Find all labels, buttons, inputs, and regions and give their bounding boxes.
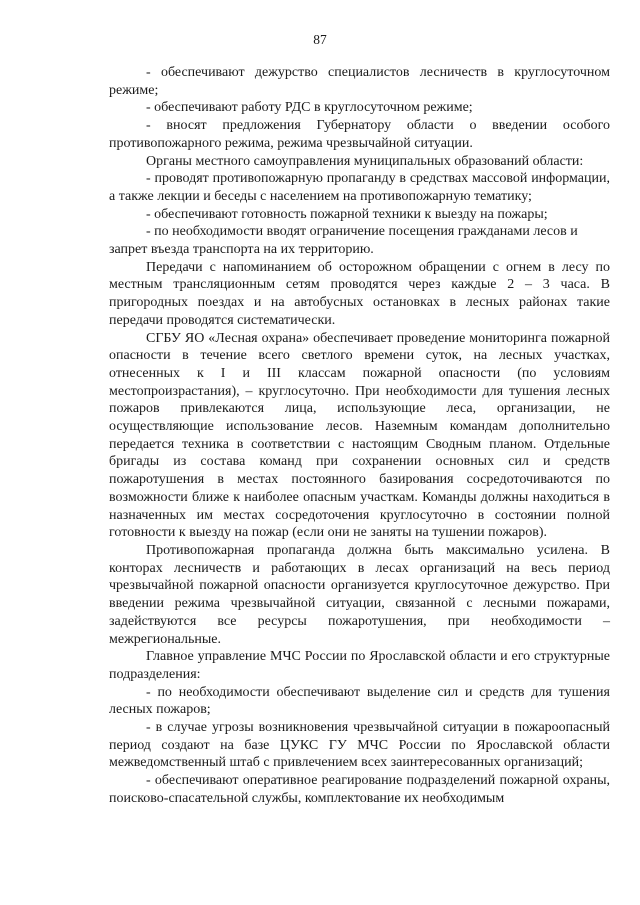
page-number: 87 [313, 32, 327, 47]
paragraph: запрет въезда транспорта на их территорию. [109, 242, 374, 258]
paragraph: СГБУ ЯО «Лесная охрана» обеспечивает проведение мониторинга пожарной опасности в течение всего светлого времени суток, на лесных участках, отнесенных к I и III классам пожарной опасности (по условиям местопроизрастания), – круглосуточно. При необходимости для тушения лесных пожаров привлекаются лица, использующие леса, организации, не осуществляющие использование лесов. Наземным командам дополнительно передается техника в соответствии с настоящим Сводным планом. Отдельные бригады из состава команд при сохранении основных сил и средств пожаротушения в местах постоянного базирования сосредоточиваются по возможности ближе к наиболее опасным участкам. Команды должны находиться в назначенных им местах сосредоточения круглосуточно в состоянии полной готовности к выезду на пожар (если они не заняты на тушении пожаров). [109, 330, 610, 541]
paragraph: - обеспечивают готовность пожарной техники к выезду на пожары; [146, 206, 548, 222]
paragraph: - вносят предложения Губернатору области о введении особого противопожарного режима, режима чрезвычайной ситуации. [109, 118, 610, 151]
paragraph: Противопожарная пропаганда должна быть максимально усилена. В конторах лесничеств и работающих в лесах организаций на весь период чрезвычайной пожарной опасности организуется круглосуточное дежурство. При введении режима чрезвычайной ситуации, связанной с лесными пожарами, задействуются все ресурсы пожаротушения, при необходимости – межрегиональные. [109, 542, 610, 647]
paragraph: - обеспечивают работу РДС в круглосуточном режиме; [146, 100, 473, 116]
paragraph: - по необходимости обеспечивают выделение сил и средств для тушения лесных пожаров; [109, 684, 610, 718]
paragraph: - по необходимости вводят ограничение посещения гражданами лесов и [146, 224, 578, 240]
paragraph: Органы местного самоуправления муниципальных образований области: [146, 153, 584, 169]
paragraph: - обеспечивают оперативное реагирование подразделений пожарной охраны, поисково-спасательной службы, комплектование их необходимым [109, 773, 610, 806]
paragraph: Передачи с напоминанием об осторожном обращении с огнем в лесу по местным трансляционным сетям проводятся через каждые 2 – 3 часа. В пригородных поездах и на автобусных остановках в лесных районах такие передачи проводятся систематически. [109, 259, 610, 328]
paragraph: - обеспечивают дежурство специалистов лесничеств в круглосуточном режиме; [109, 65, 610, 98]
paragraph: Главное управление МЧС России по Ярославской области и его структурные подразделения: [109, 649, 610, 682]
body-text [109, 64, 610, 808]
paragraph: - в случае угрозы возникновения чрезвычайной ситуации в пожароопасный период создают на базе ЦУКС ГУ МЧС России по Ярославской области межведомственный штаб с привлечением всех заинтересованных организаций; [109, 720, 610, 771]
paragraph: - проводят противопожарную пропаганду в средствах массовой информации, а также лекции и беседы с населением на противопожарную тематику; [109, 171, 610, 204]
